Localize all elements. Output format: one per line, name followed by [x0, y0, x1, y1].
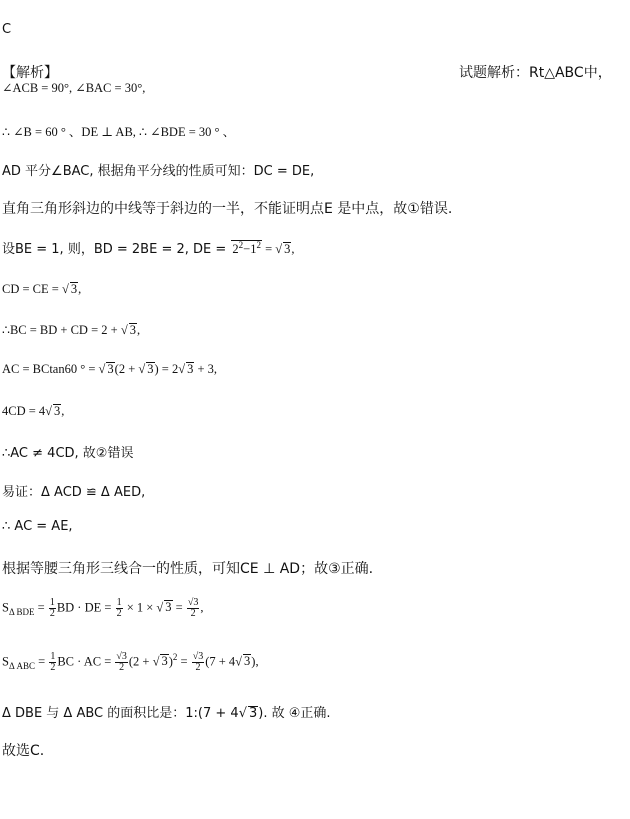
line-set-be: 设BE = 1, 则，BD = 2BE = 2, DE = $2^2-1^2$ = √ 3, [2, 239, 295, 257]
line-angles: ∠ACB = 90°, ∠BAC = 30°, [2, 81, 146, 95]
line-angle-b: ∴ ∠B = 60 ° 、DE ⊥ AB, ∴ ∠BDE = 30 ° 、 [2, 125, 236, 139]
line-area-ratio: Δ DBE 与 Δ ABC 的面积比是：1:(7 + 4√ 3). 故 ④正确. [2, 706, 331, 721]
line-final: 故选C. [2, 743, 45, 759]
line-4cd: 4CD = 4√ 3, [2, 404, 65, 418]
line-ac-ae: ∴ AC = AE, [2, 519, 73, 534]
line-bisector: AD 平分∠BAC, 根据角平分线的性质可知：DC = DE, [2, 164, 315, 179]
line-isosceles: 根据等腰三角形三线合一的性质，可知CE ⊥ AD；故③正确. [2, 561, 374, 577]
line-cd-ce: CD = CE = √ 3, [2, 282, 82, 296]
line-median-claim: 直角三角形斜边的中线等于斜边的一半，不能证明点E 是中点，故①错误. [2, 201, 453, 217]
analysis-header: 【解析】 [2, 65, 58, 81]
line-area-abc: $S_{\Delta ABC}$ = $\frac{1}{2}$ BC · AC = $\frac{√3}{2}$ (2 + √ 3)$^2$ = $\frac{√3}{2}$ (7 + 4√ 3), [2, 651, 259, 673]
answer: C [2, 22, 12, 37]
line-bc: ∴BC = BD + CD = 2 + √ 3, [2, 323, 141, 337]
line-ac: AC = BCtan60 ° = √ 3(2 + √ 3) = 2√ 3 + 3, [2, 362, 218, 376]
line-ac-neq: ∴AC ≠ 4CD, 故②错误 [2, 446, 134, 461]
line-congruent: 易证：Δ ACD ≌ Δ AED, [2, 485, 146, 500]
line-area-bde: $S_{\Delta BDE}$ = $\frac{1}{2}$ BD · DE = $\frac{1}{2}$ × 1 × √ 3 = $\frac{√3}{2}$ , [2, 597, 204, 619]
analysis-intro: 试题解析：Rt△ABC中， [459, 65, 612, 81]
